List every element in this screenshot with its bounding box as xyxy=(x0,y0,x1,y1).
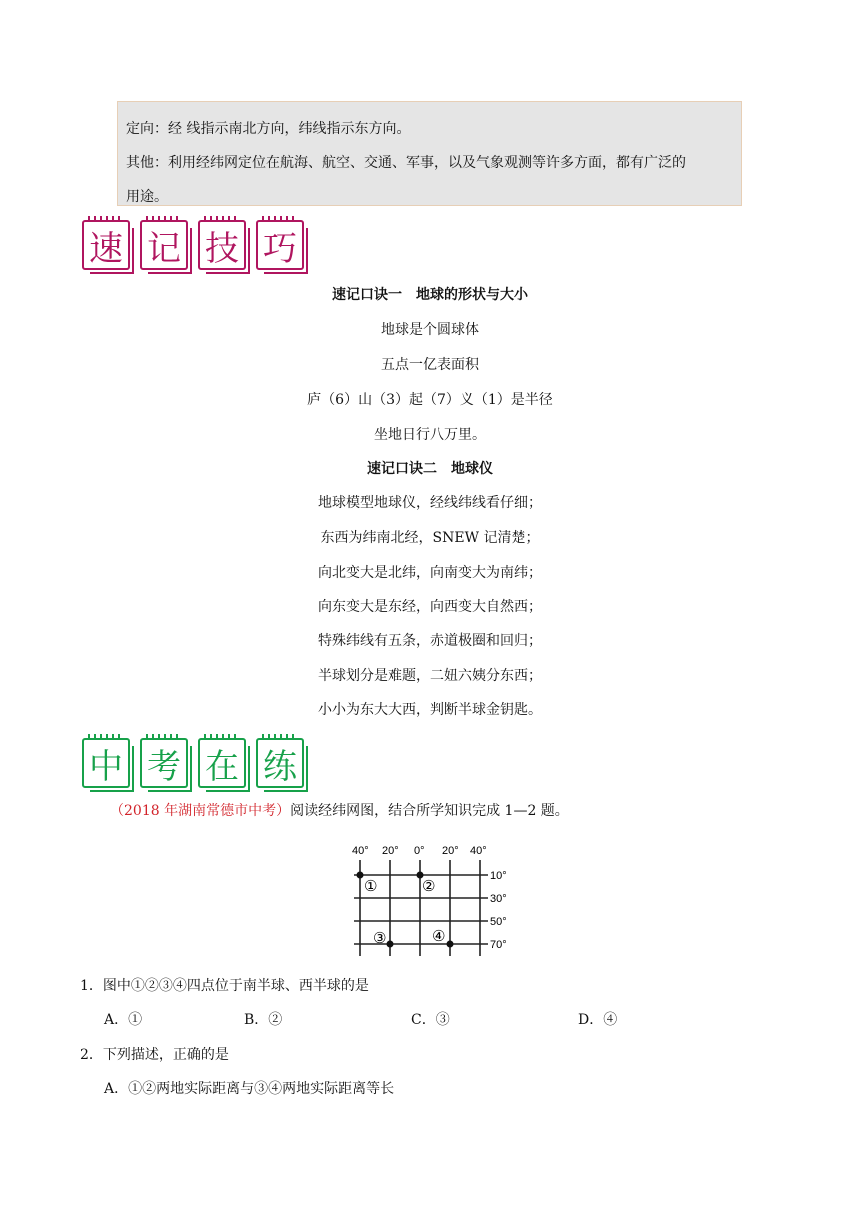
longitude-label: 40° xyxy=(352,845,369,857)
point-marker xyxy=(357,872,364,879)
section-header-exam-practice xyxy=(82,738,304,788)
mnemonic-1-line: 庐（6）山（3）起（7）义（1）是半径 xyxy=(307,392,553,408)
point-marker xyxy=(387,941,394,948)
mnemonic-2-line: 半球划分是难题，二妞六姨分东西； xyxy=(318,668,542,684)
mnemonic-2-line: 向北变大是北纬，向南变大为南纬； xyxy=(318,565,542,581)
question-2-stem: 2．下列描述，正确的是 xyxy=(80,1047,229,1063)
exercise-intro xyxy=(110,800,569,820)
longitude-label: 20° xyxy=(382,845,399,857)
point-marker xyxy=(447,941,454,948)
mnemonic-2-line: 东西为纬南北经，SNEW 记清楚； xyxy=(320,530,540,546)
longitude-label: 20° xyxy=(442,845,459,857)
q1-option-b[interactable]: B．② xyxy=(244,1012,283,1028)
question-1-stem: 1．图中①②③④四点位于南半球、西半球的是 xyxy=(80,978,369,994)
latitude-label: 70° xyxy=(490,939,507,951)
mnemonic-1-line: 坐地日行八万里。 xyxy=(374,427,486,443)
heading-char: 巧 xyxy=(256,220,304,270)
summary-line-1: 定向：经 线指示南北方向，纬线指示东方向。 xyxy=(126,121,411,137)
heading-char: 中 xyxy=(82,738,130,788)
heading-char: 在 xyxy=(198,738,246,788)
heading-char: 速 xyxy=(82,220,130,270)
point-label: ② xyxy=(422,877,436,895)
section-header-quick-memory xyxy=(82,220,304,270)
exercise-instruction: 阅读经纬网图，结合所学知识完成 1—2 题。 xyxy=(290,803,569,819)
latitude-label: 30° xyxy=(490,893,507,905)
summary-line-3: 用途。 xyxy=(126,189,168,205)
mnemonic-2-line: 向东变大是东经，向西变大自然西； xyxy=(318,599,542,615)
heading-char: 记 xyxy=(140,220,188,270)
exercise-source: （2018 年湖南常德市中考） xyxy=(110,803,291,819)
mnemonic-1-title: 速记口诀一 地球的形状与大小 xyxy=(332,287,528,303)
latitude-label: 50° xyxy=(490,916,507,928)
point-label: ④ xyxy=(432,927,446,945)
longitude-label: 0° xyxy=(414,845,425,857)
point-label: ③ xyxy=(373,929,387,947)
point-label: ① xyxy=(364,877,378,895)
mnemonic-2-line: 小小为东大大西，判断半球金钥匙。 xyxy=(318,702,542,718)
q1-option-d[interactable]: D．④ xyxy=(578,1012,618,1028)
mnemonic-1-line: 五点一亿表面积 xyxy=(381,357,479,373)
heading-char: 练 xyxy=(256,738,304,788)
mnemonic-1-line: 地球是个圆球体 xyxy=(381,322,479,338)
heading-char: 考 xyxy=(140,738,188,788)
summary-line-2: 其他：利用经纬网定位在航海、航空、交通、军事，以及气象观测等许多方面，都有广泛的 xyxy=(126,155,686,171)
mnemonic-2-title: 速记口诀二 地球仪 xyxy=(367,461,493,477)
summary-box xyxy=(117,101,742,206)
mnemonic-2-line: 特殊纬线有五条，赤道极圈和回归； xyxy=(318,633,542,649)
latitude-label: 10° xyxy=(490,870,507,882)
q2-option-a[interactable]: A．①②两地实际距离与③④两地实际距离等长 xyxy=(104,1081,395,1097)
q1-option-c[interactable]: C．③ xyxy=(411,1012,450,1028)
heading-char: 技 xyxy=(198,220,246,270)
mnemonic-2-line: 地球模型地球仪，经线纬线看仔细； xyxy=(318,495,542,511)
graticule-figure xyxy=(340,840,520,958)
longitude-label: 40° xyxy=(470,845,487,857)
q1-option-a[interactable]: A．① xyxy=(104,1012,143,1028)
